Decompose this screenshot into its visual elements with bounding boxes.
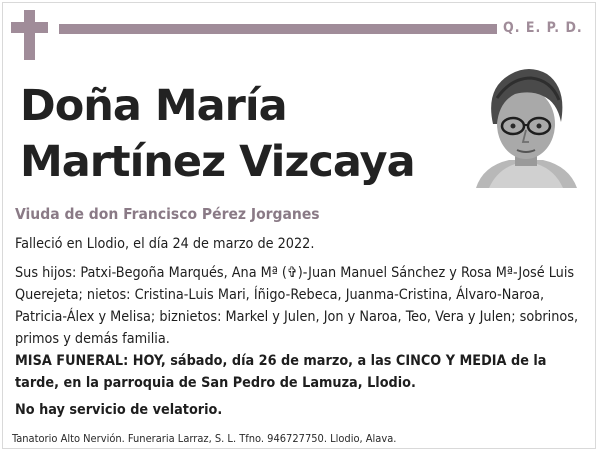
family-list: Sus hijos: Patxi-Begoña Marqués, Ana Mª (✞)-Juan Manuel Sánchez y Rosa Mª-José Luis Querejeta; nietos: Cristina-Luis Mari, Íñigo-Rebeca, Juanma-Cristina, Álvaro-Naroa, Patricia-Álex y Melisa; biznietos: Markel y Julen, Jon y Naroa, Teo, Vera y Julen; sobrinos, primos y demás familia.	[15, 265, 579, 347]
deceased-name: Doña María Martínez Vizcaya	[20, 81, 415, 187]
cross-vertical-bar	[24, 10, 35, 60]
cross-horizontal-bar	[11, 22, 48, 33]
qepd-label: Q. E. P. D.	[503, 20, 583, 36]
funeral-mass-notice: MISA FUNERAL: HOY, sábado, día 26 de marzo, a las CINCO Y MEDIA de la tarde, en la parroquia de San Pedro de Lamuza, Llodio.	[15, 353, 547, 391]
portrait-illustration	[471, 58, 581, 188]
widow-of-line: Viuda de don Francisco Pérez Jorganes	[15, 205, 320, 223]
portrait-photo	[471, 58, 581, 188]
wake-notice: No hay servicio de velatorio.	[15, 402, 223, 418]
death-notice: Falleció en Llodio, el día 24 de marzo de 2022.	[15, 236, 315, 252]
funeral-home-footer: Tanatorio Alto Nervión. Funeraria Larraz, S. L. Tfno. 946727750. Llodio, Alava.	[12, 432, 397, 445]
header-rule	[59, 24, 497, 34]
